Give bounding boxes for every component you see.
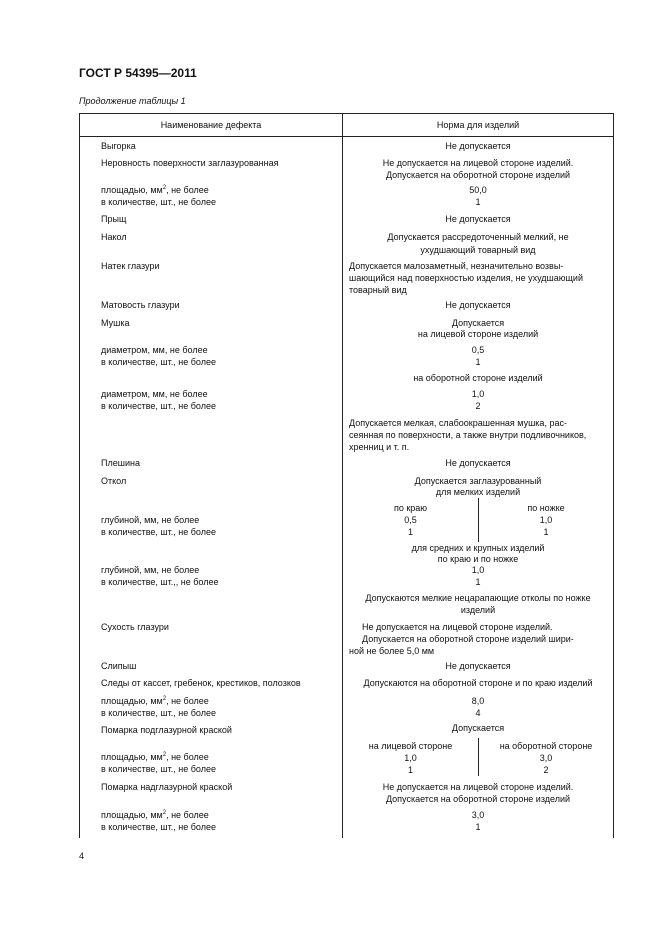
param-label: в количестве, шт., не более [101,822,216,832]
column-header-norm: Норма для изделий [436,120,520,130]
param-label: в количестве, шт., не более [101,708,216,718]
subcolumn-header: на лицевой стороне [368,741,453,751]
param-value: 1,0 [404,753,417,763]
defect-name: Следы от кассет, гребенок, крестиков, полозков [101,678,301,688]
norm-text: Допускается на оборотной стороне изделий [385,170,571,180]
param-label: диаметром, мм, не более [101,389,208,399]
param-label: глубиной, мм, не более [101,565,200,575]
subcolumn-header: на оборотной стороне [499,741,593,751]
norm-text: Допускается на оборотной стороне изделий [385,794,571,804]
norm-note: сеянная по поверхности, а также внутри подливочников, [349,430,587,440]
param-label: в количестве, шт., не более [101,764,216,774]
norm-text: Допускается рассредоточенный мелкий, не [387,232,569,242]
defect-name: Откол [101,476,127,486]
param-value: 1,0 [471,565,485,575]
norm-text: для мелких изделий [435,487,521,497]
param-value: 1,0 [539,515,553,525]
norm-text: шающийся над поверхностью изделия, не ухудшающий [349,273,583,283]
param-value: 1 [407,527,413,537]
param-label: в количестве, шт., не более [101,527,216,537]
param-value: 3,0 [471,810,485,820]
param-label: площадью, $мм^2$, не более [101,185,209,195]
param-value: 1 [475,822,481,832]
defect-name: Помарка надглазурной краской [101,782,233,792]
norm-text: ной не более 5,0 мм [349,646,435,656]
param-value: 1 [475,357,481,367]
param-value: 1,0 [471,389,485,399]
defect-name: Матовость глазури [101,300,180,310]
norm-text: Допускается [451,723,505,733]
column-header-defect-name: Наименование дефекта [160,120,262,130]
param-value: 0,5 [471,345,485,355]
norm-text: Допускается заглазурованный [414,476,542,486]
page-number: 4 [79,851,85,861]
param-label: диаметром, мм, не более [101,345,208,355]
param-value: 1 [543,527,549,537]
defect-name: Прыщ [101,214,127,224]
param-value: 50,0 [469,185,487,195]
norm-text: на лицевой стороне изделий [417,329,539,339]
param-label: площадью, $мм^2$, не более [101,810,209,820]
norm-subheading: для средних и крупных изделий [411,543,545,553]
norm-text: Не допускается [445,458,511,468]
defect-name: Плешина [101,458,140,468]
param-value: 2 [475,401,481,411]
table-top-border [79,113,614,114]
defect-name: Накол [101,232,127,242]
table-left-border [79,113,80,838]
param-label: в количестве, шт.,, не более [101,577,219,587]
subcolumn-header: по краю [393,503,428,513]
param-label: площадью, $мм^2$, не более [101,696,209,706]
norm-text: Не допускается [445,300,511,310]
norm-text: Допускается на оборотной стороне изделий шири- [362,634,574,644]
param-label: площадью, $мм^2$, не более [101,752,209,762]
defect-name: Помарка подглазурной краской [101,725,232,735]
norm-note: изделий [460,605,496,615]
defect-name: Выгорка [101,141,136,151]
norm-text: Допускаются на оборотной стороне и по краю изделий [363,678,593,688]
subcolumn-header: по ножке [527,503,565,513]
norm-text: Не допускается на лицевой стороне изделий. [382,782,574,792]
norm-text: Допускается [451,318,505,328]
norm-text: Не допускается на лицевой стороне изделий. [382,158,574,168]
defect-name: Слипыш [101,661,137,671]
defect-name: Мушка [101,318,130,328]
table-header-border [79,136,614,137]
norm-subheading: на оборотной стороне изделий [413,373,543,383]
norm-text: Не допускается на лицевой стороне изделий. [362,622,553,632]
norm-text: Не допускается [445,141,511,151]
norm-note: Допускается мелкая, слабоокрашенная мушка, рас- [349,418,567,428]
param-value: 0,5 [404,515,417,525]
param-value: 4 [475,708,481,718]
param-value: 1 [475,197,481,207]
norm-text: Не допускается [445,214,511,224]
defect-name: Сухость глазури [101,622,169,632]
table-right-border [613,113,614,838]
norm-text: ухудшающий товарный вид [420,245,536,255]
table-caption: Продолжение таблицы 1 [79,96,186,106]
norm-text: товарный вид [349,285,407,295]
norm-note: Допускаются мелкие нецарапающие отколы по ножке [365,593,591,603]
param-value: 2 [543,765,549,775]
param-value: 8,0 [471,696,485,706]
param-value: 1 [475,577,481,587]
norm-note: хренниц и т. п. [349,442,410,452]
norm-text: Допускается малозаметный, незначительно возвы- [349,261,564,271]
defect-name: Натек глазури [101,261,160,271]
param-label: в количестве, шт., не более [101,401,216,411]
param-label: глубиной, мм, не более [101,515,200,525]
norm-subheading: по краю и по ножке [437,554,519,564]
param-value: 3,0 [539,753,553,763]
param-label: в количестве, шт., не более [101,197,216,207]
param-label: в количестве, шт., не более [101,357,216,367]
norm-text: Не допускается [445,661,511,671]
defect-name: Неровность поверхности заглазурованная [101,158,279,168]
document-title: ГОСТ Р 54395—2011 [79,66,197,80]
param-value: 1 [407,765,413,775]
